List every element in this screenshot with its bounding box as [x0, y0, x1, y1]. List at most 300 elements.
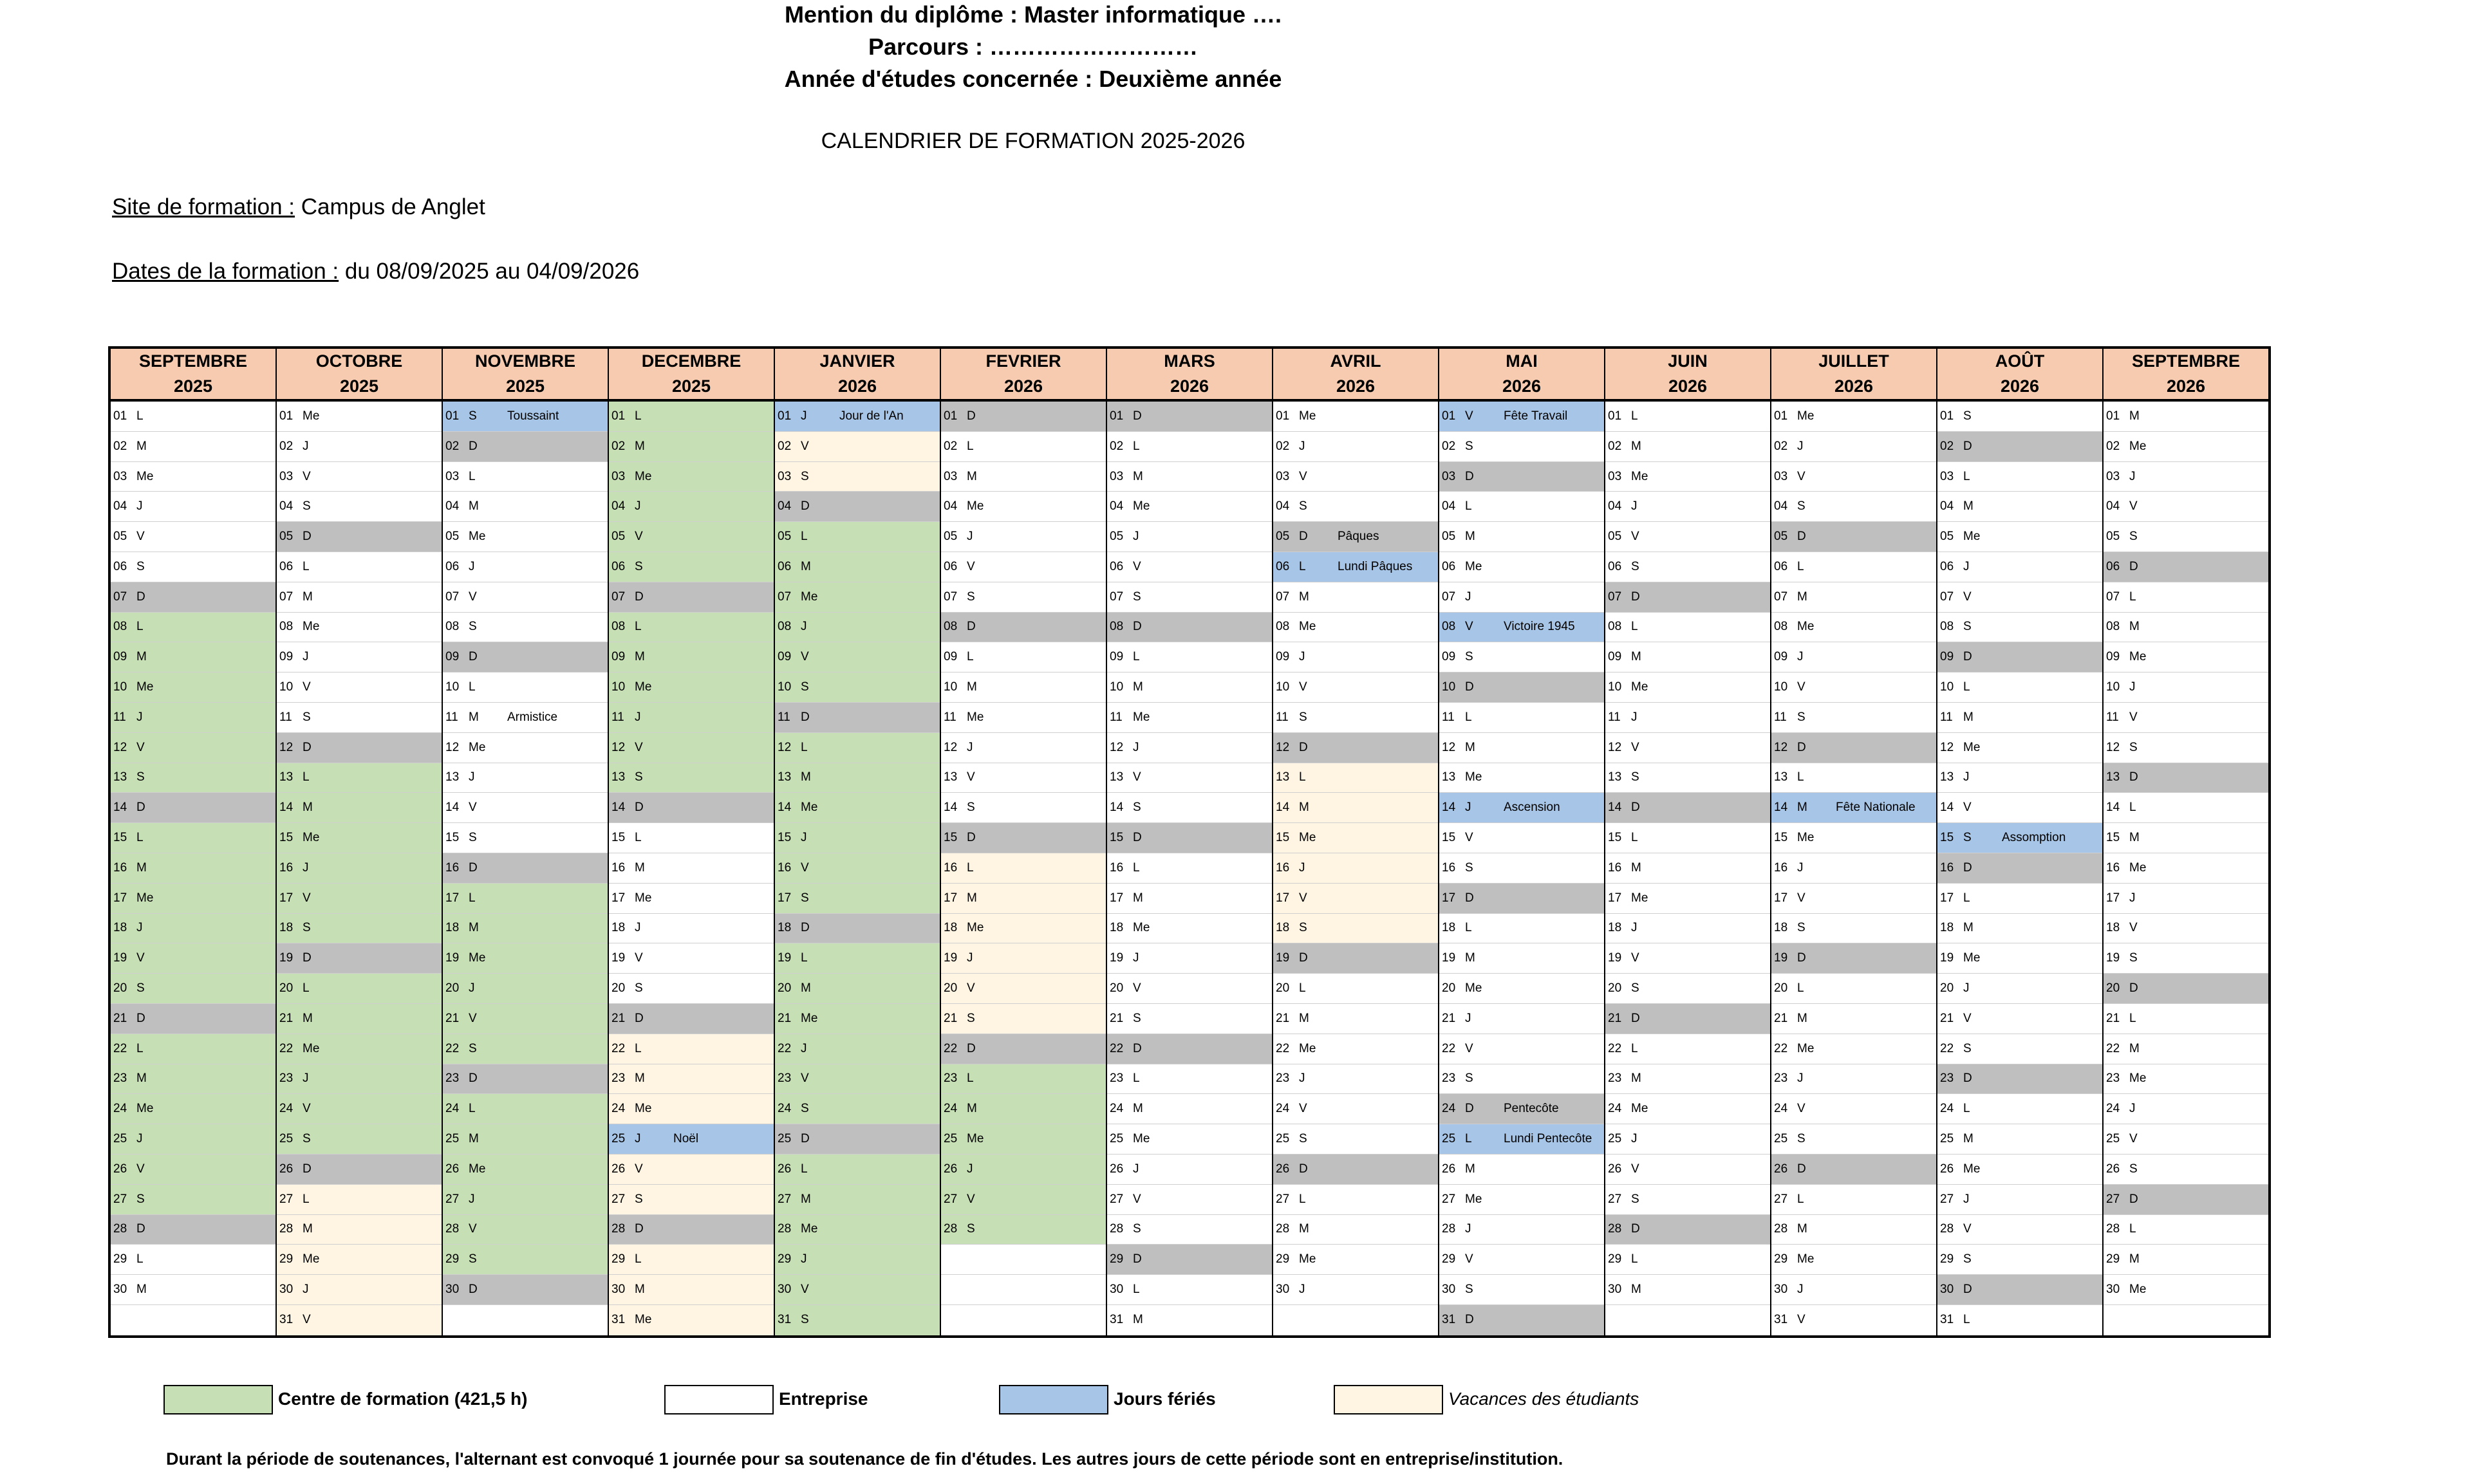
day-cell — [277, 1185, 442, 1215]
weekday: Me — [1963, 1162, 1981, 1176]
month-name: JUIN — [1668, 351, 1708, 371]
day-number: 04 — [2106, 499, 2120, 514]
day-number: 04 — [279, 499, 294, 514]
weekday: Me — [1631, 891, 1648, 905]
day-number: 17 — [279, 891, 294, 905]
weekday: D — [1963, 439, 1972, 453]
weekday: D — [1133, 409, 1142, 423]
day-cell — [941, 1185, 1106, 1215]
day-cell — [775, 1064, 940, 1095]
day-cell — [775, 1275, 940, 1305]
weekday: J — [635, 499, 641, 514]
weekday: S — [967, 801, 975, 815]
weekday: D — [303, 951, 312, 965]
day-cell — [1273, 1275, 1438, 1305]
day-number: 05 — [778, 530, 792, 544]
day-cell — [1771, 1305, 1936, 1335]
day-number: 18 — [2106, 921, 2120, 935]
day-cell — [1439, 763, 1604, 793]
day-cell — [111, 793, 275, 823]
day-number: 22 — [279, 1041, 294, 1055]
weekday: S — [2129, 1162, 2138, 1176]
holiday-label: Armistice — [507, 710, 558, 724]
day-number: 27 — [611, 1192, 626, 1206]
weekday: V — [1797, 469, 1806, 483]
day-number: 16 — [445, 860, 460, 875]
day-cell — [775, 1245, 940, 1275]
weekday: S — [1133, 1011, 1141, 1025]
weekday: M — [1797, 801, 1807, 815]
day-cell — [609, 1185, 774, 1215]
weekday: M — [967, 891, 977, 905]
weekday: S — [136, 559, 145, 573]
day-number: 25 — [1774, 1132, 1788, 1146]
weekday: Me — [136, 469, 154, 483]
weekday: J — [1299, 650, 1305, 664]
day-cell — [2104, 1215, 2268, 1245]
day-number: 21 — [1442, 1011, 1456, 1025]
legend-label-centre: Centre de formation (421,5 h) — [278, 1389, 528, 1409]
day-number: 12 — [113, 740, 127, 754]
day-number: 03 — [1276, 469, 1290, 483]
day-cell — [941, 1034, 1106, 1064]
day-cell — [443, 1275, 608, 1305]
month-name: DECEMBRE — [641, 351, 742, 371]
day-number: 27 — [1608, 1192, 1622, 1206]
day-cell — [443, 522, 608, 552]
day-number: 15 — [778, 831, 792, 845]
weekday: S — [801, 1102, 809, 1116]
weekday: D — [635, 1222, 644, 1236]
day-number: 28 — [1774, 1222, 1788, 1236]
weekday: J — [1299, 439, 1305, 453]
weekday: J — [469, 559, 475, 573]
day-cell — [277, 582, 442, 613]
day-number: 17 — [1110, 891, 1124, 905]
day-cell — [2104, 1275, 2268, 1305]
weekday: M — [469, 921, 479, 935]
day-cell — [277, 974, 442, 1004]
weekday: J — [967, 530, 973, 544]
day-cell — [1439, 914, 1604, 944]
day-number: 21 — [611, 1011, 626, 1025]
day-cell — [2104, 943, 2268, 974]
day-number: 03 — [611, 469, 626, 483]
day-cell — [1771, 1124, 1936, 1155]
weekday: L — [1797, 559, 1804, 573]
weekday: V — [136, 951, 145, 965]
weekday: Me — [1963, 740, 1981, 754]
day-cell — [277, 1215, 442, 1245]
day-cell — [111, 1124, 275, 1155]
weekday: J — [1465, 589, 1471, 604]
weekday: L — [1963, 680, 1970, 694]
month-year: 2025 — [339, 376, 379, 396]
weekday: L — [136, 1252, 144, 1266]
weekday: Me — [1797, 1041, 1815, 1055]
weekday: V — [801, 860, 809, 875]
weekday: S — [136, 981, 145, 996]
day-cell — [775, 582, 940, 613]
day-cell — [1107, 402, 1272, 432]
day-number: 16 — [1608, 860, 1622, 875]
weekday: L — [1631, 620, 1638, 634]
day-cell — [775, 763, 940, 793]
day-cell — [111, 552, 275, 582]
day-number: 03 — [445, 469, 460, 483]
month-year: 2026 — [2000, 376, 2040, 396]
weekday: V — [1299, 680, 1307, 694]
day-number: 25 — [113, 1132, 127, 1146]
weekday: D — [801, 1132, 810, 1146]
day-number: 16 — [279, 860, 294, 875]
day-number: 25 — [611, 1132, 626, 1146]
weekday: S — [469, 831, 477, 845]
month-column — [1770, 349, 1936, 1335]
weekday: Me — [469, 1162, 486, 1176]
weekday: S — [1133, 801, 1141, 815]
weekday: V — [1797, 891, 1806, 905]
day-cell — [1273, 1305, 1438, 1335]
day-cell — [1107, 884, 1272, 914]
day-cell — [277, 943, 442, 974]
day-cell — [609, 1094, 774, 1124]
day-number: 28 — [279, 1222, 294, 1236]
weekday: L — [1299, 770, 1306, 784]
day-cell — [775, 462, 940, 492]
weekday: L — [635, 1252, 642, 1266]
weekday: L — [967, 650, 974, 664]
day-cell — [277, 733, 442, 763]
day-number: 02 — [1608, 439, 1622, 453]
weekday: V — [303, 1313, 311, 1327]
day-cell — [111, 522, 275, 552]
month-header — [775, 349, 940, 402]
month-header — [1771, 349, 1936, 402]
day-cell — [2104, 974, 2268, 1004]
day-cell — [111, 823, 275, 853]
weekday: J — [1133, 951, 1139, 965]
weekday: V — [1299, 891, 1307, 905]
day-cell — [1107, 1245, 1272, 1275]
month-year: 2025 — [505, 376, 545, 396]
weekday: V — [136, 740, 145, 754]
day-number: 12 — [1276, 740, 1290, 754]
day-cell — [1771, 1004, 1936, 1034]
day-number: 17 — [1774, 891, 1788, 905]
day-cell — [1605, 642, 1770, 672]
day-number: 13 — [1608, 770, 1622, 784]
day-number: 30 — [1608, 1283, 1622, 1297]
day-cell — [2104, 884, 2268, 914]
day-number: 28 — [113, 1222, 127, 1236]
weekday: M — [1299, 1011, 1309, 1025]
weekday: M — [1465, 1162, 1475, 1176]
day-cell — [1273, 763, 1438, 793]
month-header — [1107, 349, 1272, 402]
day-number: 21 — [2106, 1011, 2120, 1025]
day-number: 03 — [2106, 469, 2120, 483]
day-number: 23 — [944, 1071, 958, 1086]
day-cell — [1107, 914, 1272, 944]
day-number: 18 — [1608, 921, 1622, 935]
day-number: 05 — [113, 530, 127, 544]
month-name: JUILLET — [1818, 351, 1889, 371]
day-cell — [2104, 432, 2268, 462]
weekday: J — [1631, 1132, 1638, 1146]
weekday: V — [303, 680, 311, 694]
day-number: 10 — [944, 680, 958, 694]
day-cell — [111, 943, 275, 974]
day-cell — [1605, 763, 1770, 793]
day-number: 04 — [1442, 499, 1456, 514]
weekday: L — [469, 891, 476, 905]
weekday: V — [1631, 1162, 1639, 1176]
day-number: 14 — [279, 801, 294, 815]
day-cell — [1937, 823, 2102, 853]
day-number: 03 — [279, 469, 294, 483]
day-number: 28 — [1110, 1222, 1124, 1236]
day-cell — [609, 823, 774, 853]
weekday: M — [801, 981, 811, 996]
day-number: 04 — [1608, 499, 1622, 514]
month-name: AVRIL — [1330, 351, 1381, 371]
day-cell — [1605, 884, 1770, 914]
day-number: 19 — [279, 951, 294, 965]
weekday: M — [1631, 439, 1641, 453]
weekday: M — [136, 1283, 147, 1297]
weekday: L — [1797, 770, 1804, 784]
day-cell — [609, 943, 774, 974]
day-number: 17 — [1940, 891, 1954, 905]
weekday: J — [1797, 650, 1804, 664]
day-cell — [277, 492, 442, 522]
day-cell — [1273, 462, 1438, 492]
month-name: SEPTEMBRE — [2131, 351, 2241, 371]
day-cell — [443, 492, 608, 522]
day-number: 22 — [1608, 1041, 1622, 1055]
weekday: D — [635, 1011, 644, 1025]
day-cell — [941, 1124, 1106, 1155]
weekday: L — [136, 1041, 144, 1055]
weekday: V — [469, 801, 477, 815]
holiday-label: Lundi Pâques — [1338, 559, 1413, 573]
day-number: 29 — [1774, 1252, 1788, 1266]
month-header — [2104, 349, 2268, 402]
weekday: V — [1963, 1222, 1972, 1236]
weekday: S — [1133, 1222, 1141, 1236]
day-cell — [1439, 1124, 1604, 1155]
day-number: 29 — [611, 1252, 626, 1266]
weekday: M — [635, 1071, 645, 1086]
day-cell — [2104, 1004, 2268, 1034]
day-cell — [1107, 1185, 1272, 1215]
weekday: L — [1133, 860, 1140, 875]
weekday: Me — [1631, 680, 1648, 694]
day-number: 04 — [445, 499, 460, 514]
weekday: V — [1465, 1252, 1473, 1266]
day-number: 22 — [1276, 1041, 1290, 1055]
weekday: S — [136, 1192, 145, 1206]
day-number: 21 — [778, 1011, 792, 1025]
weekday: J — [2129, 1102, 2136, 1116]
day-number: 07 — [2106, 589, 2120, 604]
day-number: 01 — [611, 409, 626, 423]
day-cell — [277, 884, 442, 914]
day-number: 09 — [1774, 650, 1788, 664]
month-name: JANVIER — [819, 351, 895, 371]
day-number: 25 — [1442, 1132, 1456, 1146]
day-cell — [1771, 432, 1936, 462]
day-number: 09 — [445, 650, 460, 664]
weekday: D — [1963, 1071, 1972, 1086]
day-number: 16 — [1940, 860, 1954, 875]
day-number: 06 — [611, 559, 626, 573]
weekday: D — [136, 1011, 145, 1025]
day-cell — [111, 642, 275, 672]
day-cell — [1107, 1124, 1272, 1155]
day-cell — [775, 1305, 940, 1335]
day-number: 29 — [445, 1252, 460, 1266]
day-number: 12 — [1940, 740, 1954, 754]
day-cell — [1605, 1305, 1770, 1335]
day-number: 24 — [1940, 1102, 1954, 1116]
day-cell — [1937, 1004, 2102, 1034]
day-cell — [2104, 853, 2268, 884]
day-number: 03 — [113, 469, 127, 483]
day-number: 22 — [1110, 1041, 1124, 1055]
day-cell — [1937, 1305, 2102, 1335]
weekday: D — [1299, 530, 1308, 544]
day-number: 27 — [1940, 1192, 1954, 1206]
day-number: 13 — [445, 770, 460, 784]
month-header — [111, 349, 275, 402]
day-cell — [443, 1215, 608, 1245]
weekday: Me — [1299, 1252, 1316, 1266]
month-column — [275, 349, 442, 1335]
weekday: M — [1797, 1011, 1807, 1025]
day-number: 18 — [1774, 921, 1788, 935]
day-cell — [277, 432, 442, 462]
day-cell — [111, 1305, 275, 1335]
day-cell — [1937, 884, 2102, 914]
weekday: J — [469, 770, 475, 784]
day-number: 23 — [611, 1071, 626, 1086]
month-column — [1604, 349, 1770, 1335]
weekday: J — [136, 921, 143, 935]
day-number: 23 — [2106, 1071, 2120, 1086]
day-cell — [1439, 1215, 1604, 1245]
day-number: 26 — [1608, 1162, 1622, 1176]
weekday: L — [1133, 1283, 1140, 1297]
legend-swatch-ferie — [999, 1385, 1108, 1414]
day-number: 15 — [611, 831, 626, 845]
day-cell — [277, 1155, 442, 1185]
day-number: 20 — [944, 981, 958, 996]
day-cell — [1439, 1004, 1604, 1034]
day-cell — [1605, 1124, 1770, 1155]
weekday: L — [303, 559, 310, 573]
day-cell — [1273, 703, 1438, 733]
day-number: 17 — [778, 891, 792, 905]
day-cell — [1107, 1034, 1272, 1064]
day-cell — [111, 974, 275, 1004]
day-cell — [2104, 672, 2268, 703]
day-number: 29 — [1276, 1252, 1290, 1266]
weekday: M — [1797, 589, 1807, 604]
day-cell — [111, 1094, 275, 1124]
day-cell — [1605, 582, 1770, 613]
day-cell — [1107, 1215, 1272, 1245]
weekday: J — [801, 831, 807, 845]
day-number: 26 — [611, 1162, 626, 1176]
holiday-label: Fête Travail — [1504, 409, 1568, 423]
day-cell — [1439, 1094, 1604, 1124]
weekday: M — [1631, 1283, 1641, 1297]
weekday: L — [136, 620, 144, 634]
weekday: J — [303, 860, 309, 875]
day-number: 24 — [778, 1102, 792, 1116]
weekday: M — [1631, 860, 1641, 875]
day-number: 28 — [445, 1222, 460, 1236]
weekday: V — [2129, 921, 2138, 935]
day-cell — [1937, 703, 2102, 733]
day-number: 04 — [1110, 499, 1124, 514]
weekday: S — [1963, 620, 1972, 634]
weekday: S — [1963, 1041, 1972, 1055]
day-number: 26 — [1442, 1162, 1456, 1176]
day-cell — [941, 853, 1106, 884]
day-cell — [775, 703, 940, 733]
weekday: V — [967, 559, 975, 573]
day-number: 23 — [1774, 1071, 1788, 1086]
weekday: L — [136, 831, 144, 845]
day-cell — [609, 642, 774, 672]
day-cell — [1107, 853, 1272, 884]
weekday: Me — [1465, 559, 1482, 573]
day-number: 09 — [2106, 650, 2120, 664]
day-number: 15 — [1442, 831, 1456, 845]
day-cell — [1273, 1215, 1438, 1245]
weekday: V — [1631, 740, 1639, 754]
weekday: Me — [1797, 620, 1815, 634]
day-number: 16 — [2106, 860, 2120, 875]
day-number: 25 — [2106, 1132, 2120, 1146]
day-cell — [443, 1305, 608, 1335]
day-number: 13 — [611, 770, 626, 784]
day-cell — [1771, 552, 1936, 582]
day-cell — [609, 1004, 774, 1034]
day-number: 24 — [611, 1102, 626, 1116]
weekday: V — [303, 1102, 311, 1116]
day-cell — [111, 613, 275, 643]
day-cell — [443, 703, 608, 733]
day-number: 21 — [445, 1011, 460, 1025]
day-number: 17 — [1276, 891, 1290, 905]
weekday: J — [967, 740, 973, 754]
day-cell — [443, 1064, 608, 1095]
weekday: M — [469, 499, 479, 514]
day-cell — [2104, 552, 2268, 582]
weekday: L — [1631, 409, 1638, 423]
day-cell — [1273, 1185, 1438, 1215]
weekday: D — [1299, 1162, 1308, 1176]
weekday: Me — [801, 801, 818, 815]
defense-note: Durant la période de soutenances, l'alternant est convoqué 1 journée pour sa soutenance de fin d'études. Les autres jours de cette période sont en entreprise/institution. — [166, 1449, 1563, 1469]
weekday: Me — [1299, 620, 1316, 634]
day-number: 17 — [113, 891, 127, 905]
day-number: 03 — [1774, 469, 1788, 483]
